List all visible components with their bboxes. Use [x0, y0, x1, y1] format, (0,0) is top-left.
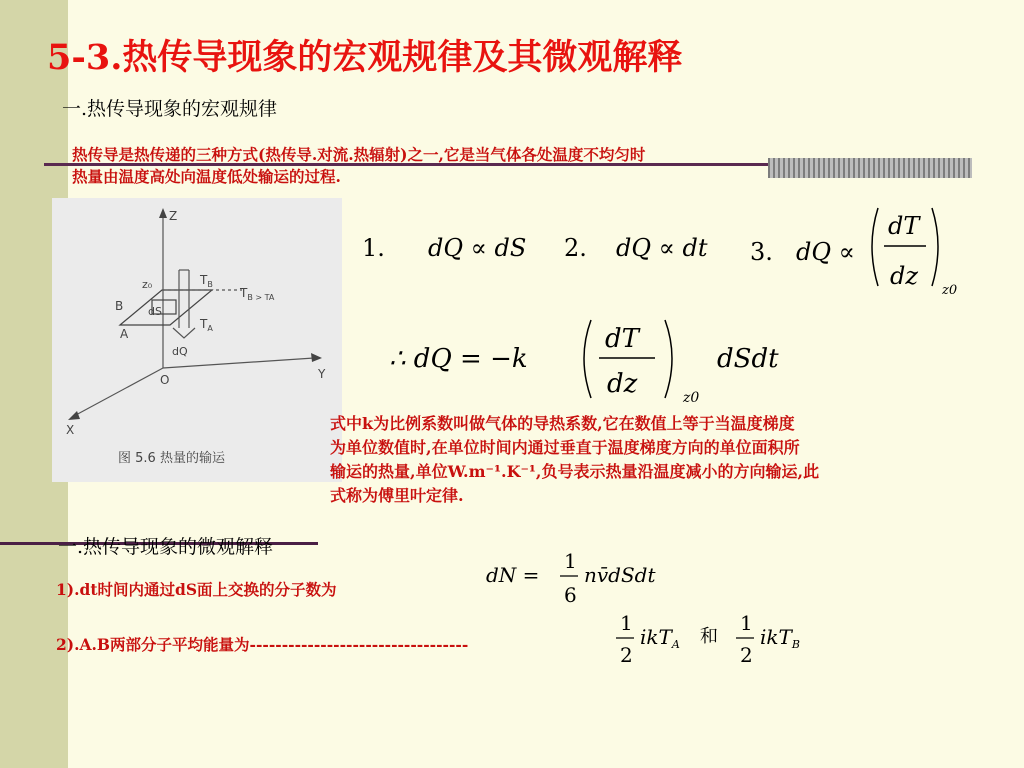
fourier-lhs: ∴ dQ = −k	[389, 344, 528, 374]
right-paren	[932, 208, 938, 286]
dn-denominator: 6	[564, 583, 577, 607]
micro-item-2: 2).A.B两部分子平均能量为----------------------------------	[56, 635, 469, 654]
energy-b: ikT$_B$	[760, 625, 800, 651]
proportionality-formulas	[360, 198, 960, 312]
fourier-tail: dSdt	[717, 344, 779, 374]
plane-b-label: B	[115, 299, 124, 313]
formula-2-number: 2.	[564, 234, 587, 262]
fourier-law-formula	[385, 312, 825, 412]
energy-b-numerator: 1	[740, 612, 753, 635]
intro-paragraph	[72, 144, 645, 188]
dn-rhs: nv̄dSdt	[584, 563, 656, 587]
formula-3-subscript: z0	[942, 283, 958, 298]
fourier-denominator: dz	[607, 369, 638, 399]
tb-label: $T_B$	[200, 273, 213, 289]
fourier-explanation	[330, 412, 970, 508]
section2-heading: 一.热传导现象的微观解释	[58, 536, 274, 558]
formula-1-number: 1.	[362, 234, 385, 262]
energy-a-denominator: 2	[620, 643, 633, 667]
plane-a-label: A	[120, 327, 129, 341]
ta-label: $T_A$	[200, 317, 213, 333]
explanation-line-2: 为单位数值时,在单位时间内通过垂直于温度梯度方向的单位面积所	[330, 438, 800, 457]
axis-z-label: Z	[169, 209, 178, 223]
slide-title: 5-3.热传导现象的宏观规律及其微观解释	[47, 37, 683, 78]
fourier-numerator: dT	[605, 324, 639, 354]
average-energy-formula	[614, 612, 834, 672]
formula-3-lhs: dQ ∝	[796, 238, 855, 266]
left-paren	[872, 208, 878, 286]
z0-label: z₀	[142, 278, 153, 291]
decorative-bar	[768, 158, 972, 178]
section1-heading: 一.热传导现象的宏观规律	[62, 98, 278, 120]
y-arrowhead	[311, 353, 322, 362]
formula-3-denominator: dz	[890, 262, 919, 290]
ds-label: dS	[148, 305, 162, 318]
heat-transfer-figure	[52, 198, 342, 482]
explanation-line-1: 式中k为比例系数叫做气体的导热系数,它在数值上等于当温度梯度	[330, 414, 795, 433]
micro-item-1: 1).dt时间内通过dS面上交换的分子数为	[56, 580, 337, 599]
explanation-line-3: 输运的热量,单位W.m⁻¹.K⁻¹,负号表示热量沿温度减小的方向输运,此	[330, 462, 820, 481]
energy-b-denominator: 2	[740, 643, 753, 667]
intro-line-1: 热传导是热传递的三种方式(热传导.对流.热辐射)之一,它是当气体各处温度不均匀时	[72, 145, 646, 164]
z-arrowhead	[159, 208, 167, 218]
molecule-count-formula	[484, 548, 704, 612]
formula-1: dQ ∝ dS	[428, 234, 527, 262]
fourier-subscript: z0	[683, 390, 700, 406]
relation-label: $T_{B > T}A$	[240, 286, 275, 302]
formula-3-numerator: dT	[888, 212, 920, 240]
explanation-line-4: 式称为傅里叶定律.	[330, 486, 464, 505]
intro-line-2: 热量由温度高处向温度低处输运的过程.	[72, 167, 341, 186]
energy-a-numerator: 1	[620, 612, 633, 635]
dq-label: dQ	[172, 345, 188, 358]
dn-lhs: dN =	[486, 563, 540, 587]
energy-a: ikT$_A$	[640, 625, 680, 651]
x-arrowhead	[68, 411, 80, 420]
dn-numerator: 1	[564, 549, 577, 573]
axis-x-label: X	[66, 423, 75, 437]
formula-2: dQ ∝ dt	[616, 234, 708, 262]
axis-y-label: Y	[318, 367, 326, 381]
formula-3-number: 3.	[750, 238, 773, 266]
figure-caption: 图 5.6 热量的输运	[118, 451, 225, 466]
energy-and: 和	[700, 626, 718, 647]
origin-label: O	[160, 373, 170, 387]
